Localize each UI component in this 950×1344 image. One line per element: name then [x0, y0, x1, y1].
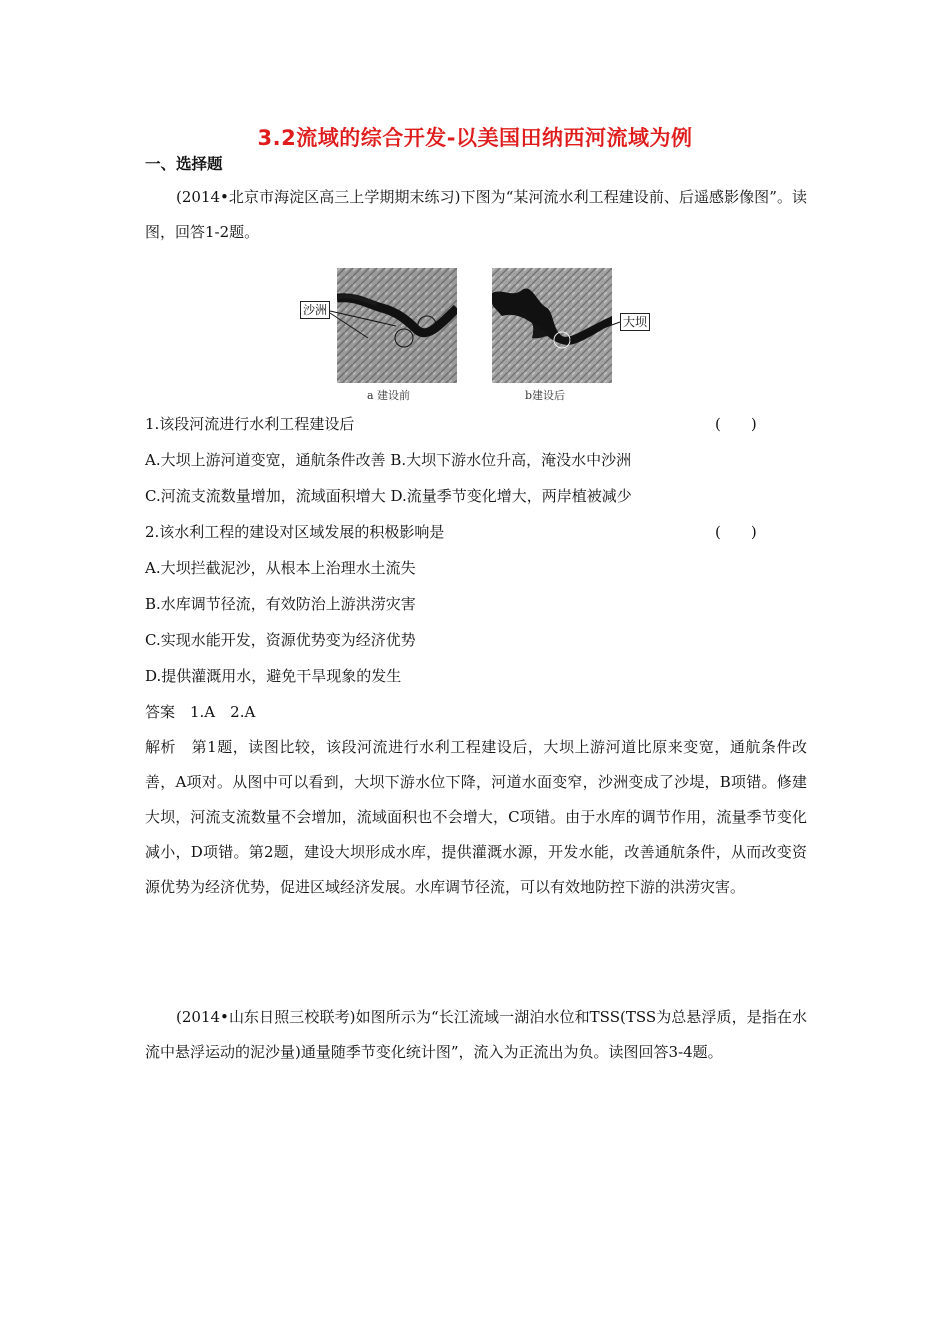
- question-2-option-b: B.水库调节径流，有效防治上游洪涝灾害: [145, 595, 416, 613]
- label-dam: 大坝: [620, 313, 650, 331]
- intro-paragraph-1: (2014•北京市海淀区高三上学期期末练习)下图为“某河流水利工程建设前、后遥感影像图”。读图，回答1-2题。: [145, 188, 807, 241]
- question-2-option-a: A.大坝拦截泥沙，从根本上治理水土流失: [145, 559, 416, 577]
- caption-after: b建设后: [525, 389, 566, 402]
- caption-before: a 建设前: [367, 389, 411, 402]
- intro-paragraph-2: (2014•山东日照三校联考)如图所示为“长江流域一湖泊水位和TSS(TSS为总悬浮质，是指在水流中悬浮运动的泥沙量)通量随季节变化统计图”，流入为正流出为负。读图回答3-4题。: [145, 1008, 807, 1061]
- question-1-answer-blank: ( ): [715, 415, 757, 433]
- question-2-option-c: C.实现水能开发，资源优势变为经济优势: [145, 631, 416, 649]
- question-1-options-cd: C.河流支流数量增加，流域面积增大 D.流量季节变化增大，两岸植被减少: [145, 487, 632, 505]
- satellite-figure: [0, 268, 950, 408]
- question-2-answer-blank: ( ): [715, 523, 757, 541]
- question-1-stem: 1.该段河流进行水利工程建设后: [145, 415, 355, 433]
- analysis-paragraph: 解析 第1题，读图比较，该段河流进行水利工程建设后，大坝上游河道比原来变宽，通航条件改善，A项对。从图中可以看到，大坝下游水位下降，河道水面变窄，沙洲变成了沙堤，B项错。修建大坝，河流支流数量不会增加，流域面积也不会增大，C项错。由于水库的调节作用，流量季节变化减小，D项错。第2题，建设大坝形成水库，提供灌溉水源，开发水能，改善通航条件，从而改变资源优势为经济优势，促进区域经济发展。水库调节径流，可以有效地防控下游的洪涝灾害。: [145, 738, 807, 896]
- label-sandbar: 沙洲: [300, 301, 330, 319]
- question-2-option-d: D.提供灌溉用水，避免干旱现象的发生: [145, 667, 402, 685]
- section-heading: 一、选择题: [145, 155, 223, 173]
- question-1-options-ab: A.大坝上游河道变宽，通航条件改善 B.大坝下游水位升高，淹没水中沙洲: [145, 451, 632, 469]
- answer-line: 答案 1.A 2.A: [145, 703, 256, 721]
- page-title: 3.2流域的综合开发-以美国田纳西河流域为例: [257, 126, 693, 150]
- question-2-stem: 2.该水利工程的建设对区域发展的积极影响是: [145, 523, 445, 541]
